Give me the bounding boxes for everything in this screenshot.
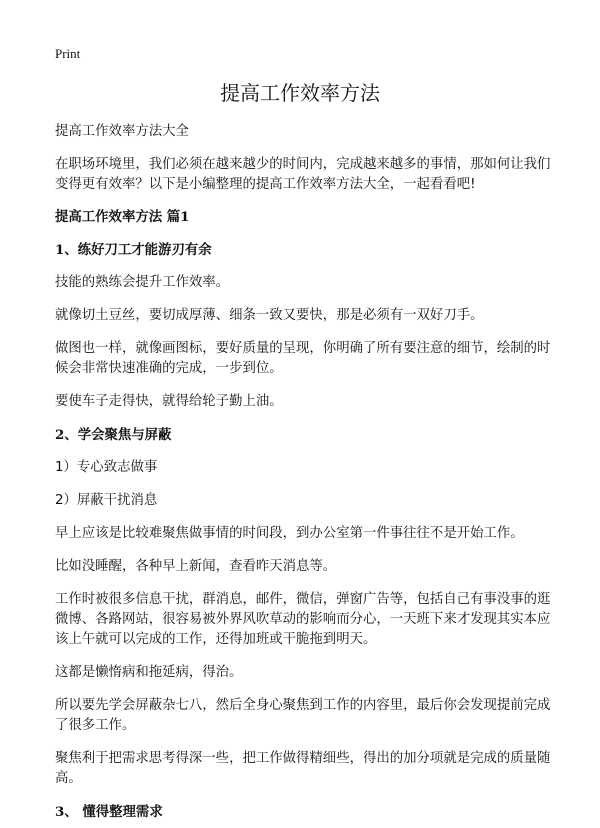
paragraph: 比如没睡醒，各种早上新闻，查看昨天消息等。	[55, 559, 337, 574]
list-item: 1）专心致志做事	[55, 460, 158, 475]
page-title: 提高工作效率方法	[220, 81, 380, 105]
paragraph: 要使车子走得快，就得给轮子勤上油。	[55, 394, 283, 409]
heading-2: 2、学会聚焦与屏蔽	[55, 427, 172, 443]
list-item: 2）屏蔽干扰消息	[55, 493, 158, 508]
print-link[interactable]: Print	[55, 46, 81, 61]
paragraph: 早上应该是比较难聚焦做事情的时间段，到办公室第一件事往往不是开始工作。	[55, 526, 524, 541]
heading-3: 3、 懂得整理需求	[55, 804, 163, 820]
paragraph: 做图也一样，就像画图标，要好质量的呈现，你明确了所有要注意的细节，绘制的时候会非常快速准确的完成，一步到位。	[55, 341, 551, 376]
paragraph: 聚焦利于把需求思考得深一些，把工作做得精细些，得出的加分项就是完成的质量随高。	[55, 751, 551, 786]
paragraph: 工作时被很多信息干扰，群消息，邮件，微信，弹窗广告等，包括自己有事没事的逛微博、各路网站，很容易被外界风吹草动的影响而分心，一天班下来才发现其实本应该上午就可以完成的工作，还得加班或干脆拖到明天。	[55, 592, 551, 647]
paragraph-intro: 在职场环境里，我们必须在越来越少的时间内，完成越来越多的事情，那如何让我们变得更有效率？以下是小编整理的提高工作效率方法大全，一起看看吧!	[55, 157, 551, 192]
section-heading-part1: 提高工作效率方法 篇1	[55, 209, 190, 225]
paragraph-subtitle: 提高工作效率方法大全	[55, 124, 189, 139]
paragraph: 这都是懒惰病和拖延病，得治。	[55, 665, 243, 680]
paragraph: 技能的熟练会提升工作效率。	[55, 275, 230, 290]
paragraph: 就像切土豆丝，要切成厚薄、细条一致又要快，那是必须有一双好刀手。	[55, 308, 484, 323]
article-body	[55, 122, 552, 822]
paragraph: 所以要先学会屏蔽杂七八，然后全身心聚焦到工作的内容里，最后你会发现提前完成了很多工作。	[55, 698, 551, 733]
heading-1: 1、练好刀工才能游刃有余	[55, 242, 212, 258]
